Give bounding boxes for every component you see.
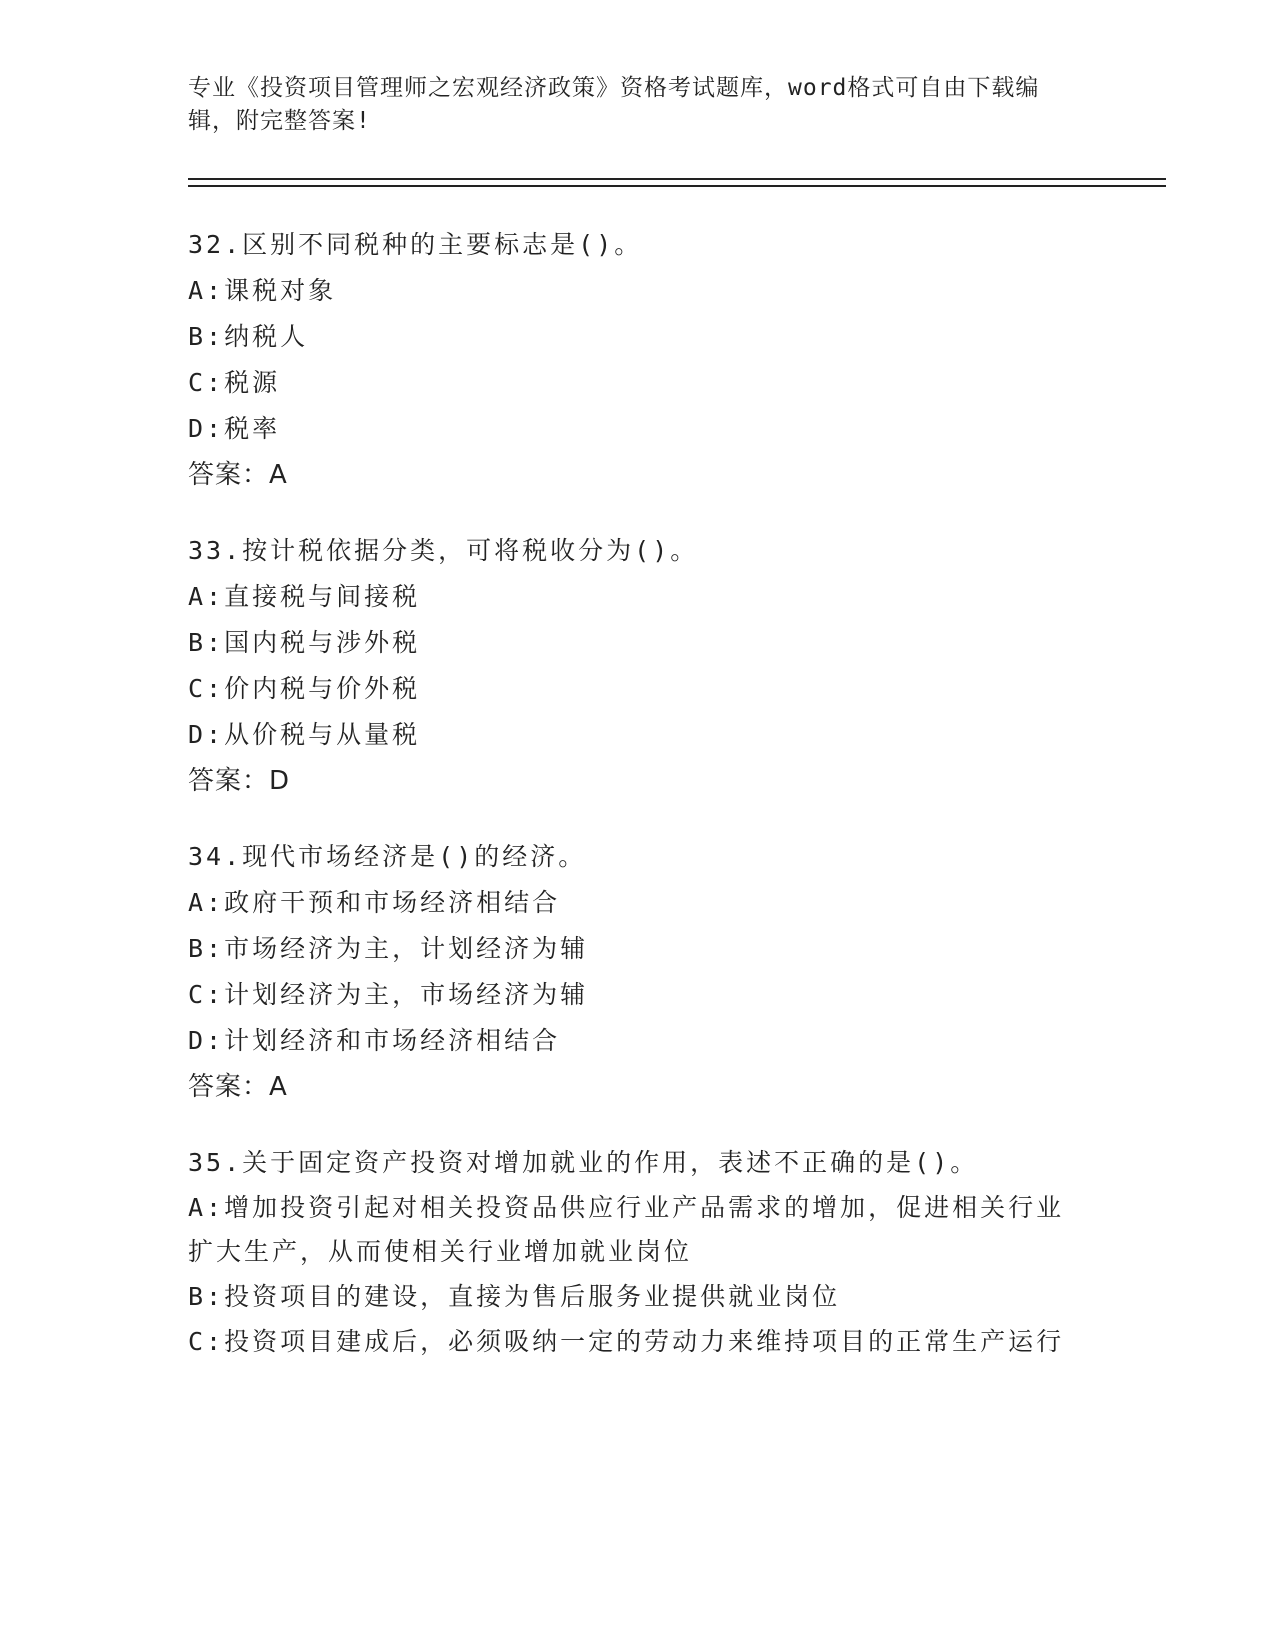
option-b bbox=[188, 314, 1088, 360]
question-stem: 32.区别不同税种的主要标志是()。 bbox=[188, 230, 643, 259]
answer-label: 答案： bbox=[188, 766, 270, 796]
option-text: 增加投资引起对相关投资品供应行业产品需求的增加，促进相关行业扩大生产，从而使相关行业增加就业岗位 bbox=[188, 1193, 1065, 1266]
option-text: 计划经济和市场经济相结合 bbox=[224, 1026, 561, 1055]
header-divider bbox=[188, 178, 1166, 187]
option-text: 税源 bbox=[224, 368, 281, 397]
option-text: 投资项目建成后，必须吸纳一定的劳动力来维持项目的正常生产运行 bbox=[224, 1327, 1065, 1356]
option-letter: B: bbox=[188, 934, 225, 963]
option-a bbox=[188, 268, 1088, 314]
option-b bbox=[188, 926, 1088, 972]
option-c bbox=[188, 972, 1088, 1018]
option-d bbox=[188, 406, 1088, 452]
option-text: 纳税人 bbox=[224, 322, 309, 351]
option-letter: C: bbox=[188, 1327, 225, 1356]
option-letter: C: bbox=[188, 674, 225, 703]
option-d bbox=[188, 712, 1088, 758]
option-letter: A: bbox=[188, 276, 225, 305]
option-a bbox=[188, 574, 1088, 620]
question-34 bbox=[188, 834, 1088, 1110]
option-text: 计划经济为主，市场经济为辅 bbox=[224, 980, 589, 1009]
answer-label: 答案： bbox=[188, 1072, 270, 1102]
option-c bbox=[188, 1320, 1078, 1364]
answer-line bbox=[188, 452, 1088, 498]
question-stem: 33.按计税依据分类，可将税收分为()。 bbox=[188, 536, 699, 565]
option-c bbox=[188, 666, 1088, 712]
question-35 bbox=[188, 1140, 1088, 1364]
option-letter: A: bbox=[188, 1193, 225, 1222]
option-letter: D: bbox=[188, 1026, 225, 1055]
question-32 bbox=[188, 222, 1088, 498]
option-letter: A: bbox=[188, 582, 225, 611]
option-letter: A: bbox=[188, 888, 225, 917]
option-letter: C: bbox=[188, 368, 225, 397]
option-b bbox=[188, 620, 1088, 666]
option-text: 课税对象 bbox=[224, 276, 337, 305]
option-letter: B: bbox=[188, 1282, 225, 1311]
option-a bbox=[188, 880, 1088, 926]
option-letter: D: bbox=[188, 414, 225, 443]
option-text: 直接税与间接税 bbox=[224, 582, 421, 611]
option-a bbox=[188, 1186, 1078, 1274]
question-stem: 34.现代市场经济是()的经济。 bbox=[188, 842, 587, 871]
document-intro: 专业《投资项目管理师之宏观经济政策》资格考试题库，word格式可自由下载编辑，附完整答案! bbox=[188, 75, 1040, 134]
option-letter: C: bbox=[188, 980, 225, 1009]
answer-line bbox=[188, 758, 1088, 804]
question-stem: 35.关于固定资产投资对增加就业的作用，表述不正确的是()。 bbox=[188, 1148, 979, 1177]
option-letter: B: bbox=[188, 322, 225, 351]
question-33 bbox=[188, 528, 1088, 804]
option-letter: B: bbox=[188, 628, 225, 657]
option-c bbox=[188, 360, 1088, 406]
option-text: 政府干预和市场经济相结合 bbox=[224, 888, 561, 917]
option-d bbox=[188, 1018, 1088, 1064]
option-text: 投资项目的建设，直接为售后服务业提供就业岗位 bbox=[224, 1282, 841, 1311]
option-text: 从价税与从量税 bbox=[224, 720, 421, 749]
answer-value: D bbox=[269, 766, 291, 796]
option-b bbox=[188, 1274, 1088, 1320]
option-letter: D: bbox=[188, 720, 225, 749]
option-text: 价内税与价外税 bbox=[224, 674, 421, 703]
option-text: 税率 bbox=[224, 414, 281, 443]
answer-label: 答案： bbox=[188, 460, 270, 490]
answer-value: A bbox=[269, 1072, 288, 1102]
option-text: 市场经济为主，计划经济为辅 bbox=[224, 934, 589, 963]
option-text: 国内税与涉外税 bbox=[224, 628, 421, 657]
answer-value: A bbox=[269, 460, 288, 490]
answer-line bbox=[188, 1064, 1088, 1110]
